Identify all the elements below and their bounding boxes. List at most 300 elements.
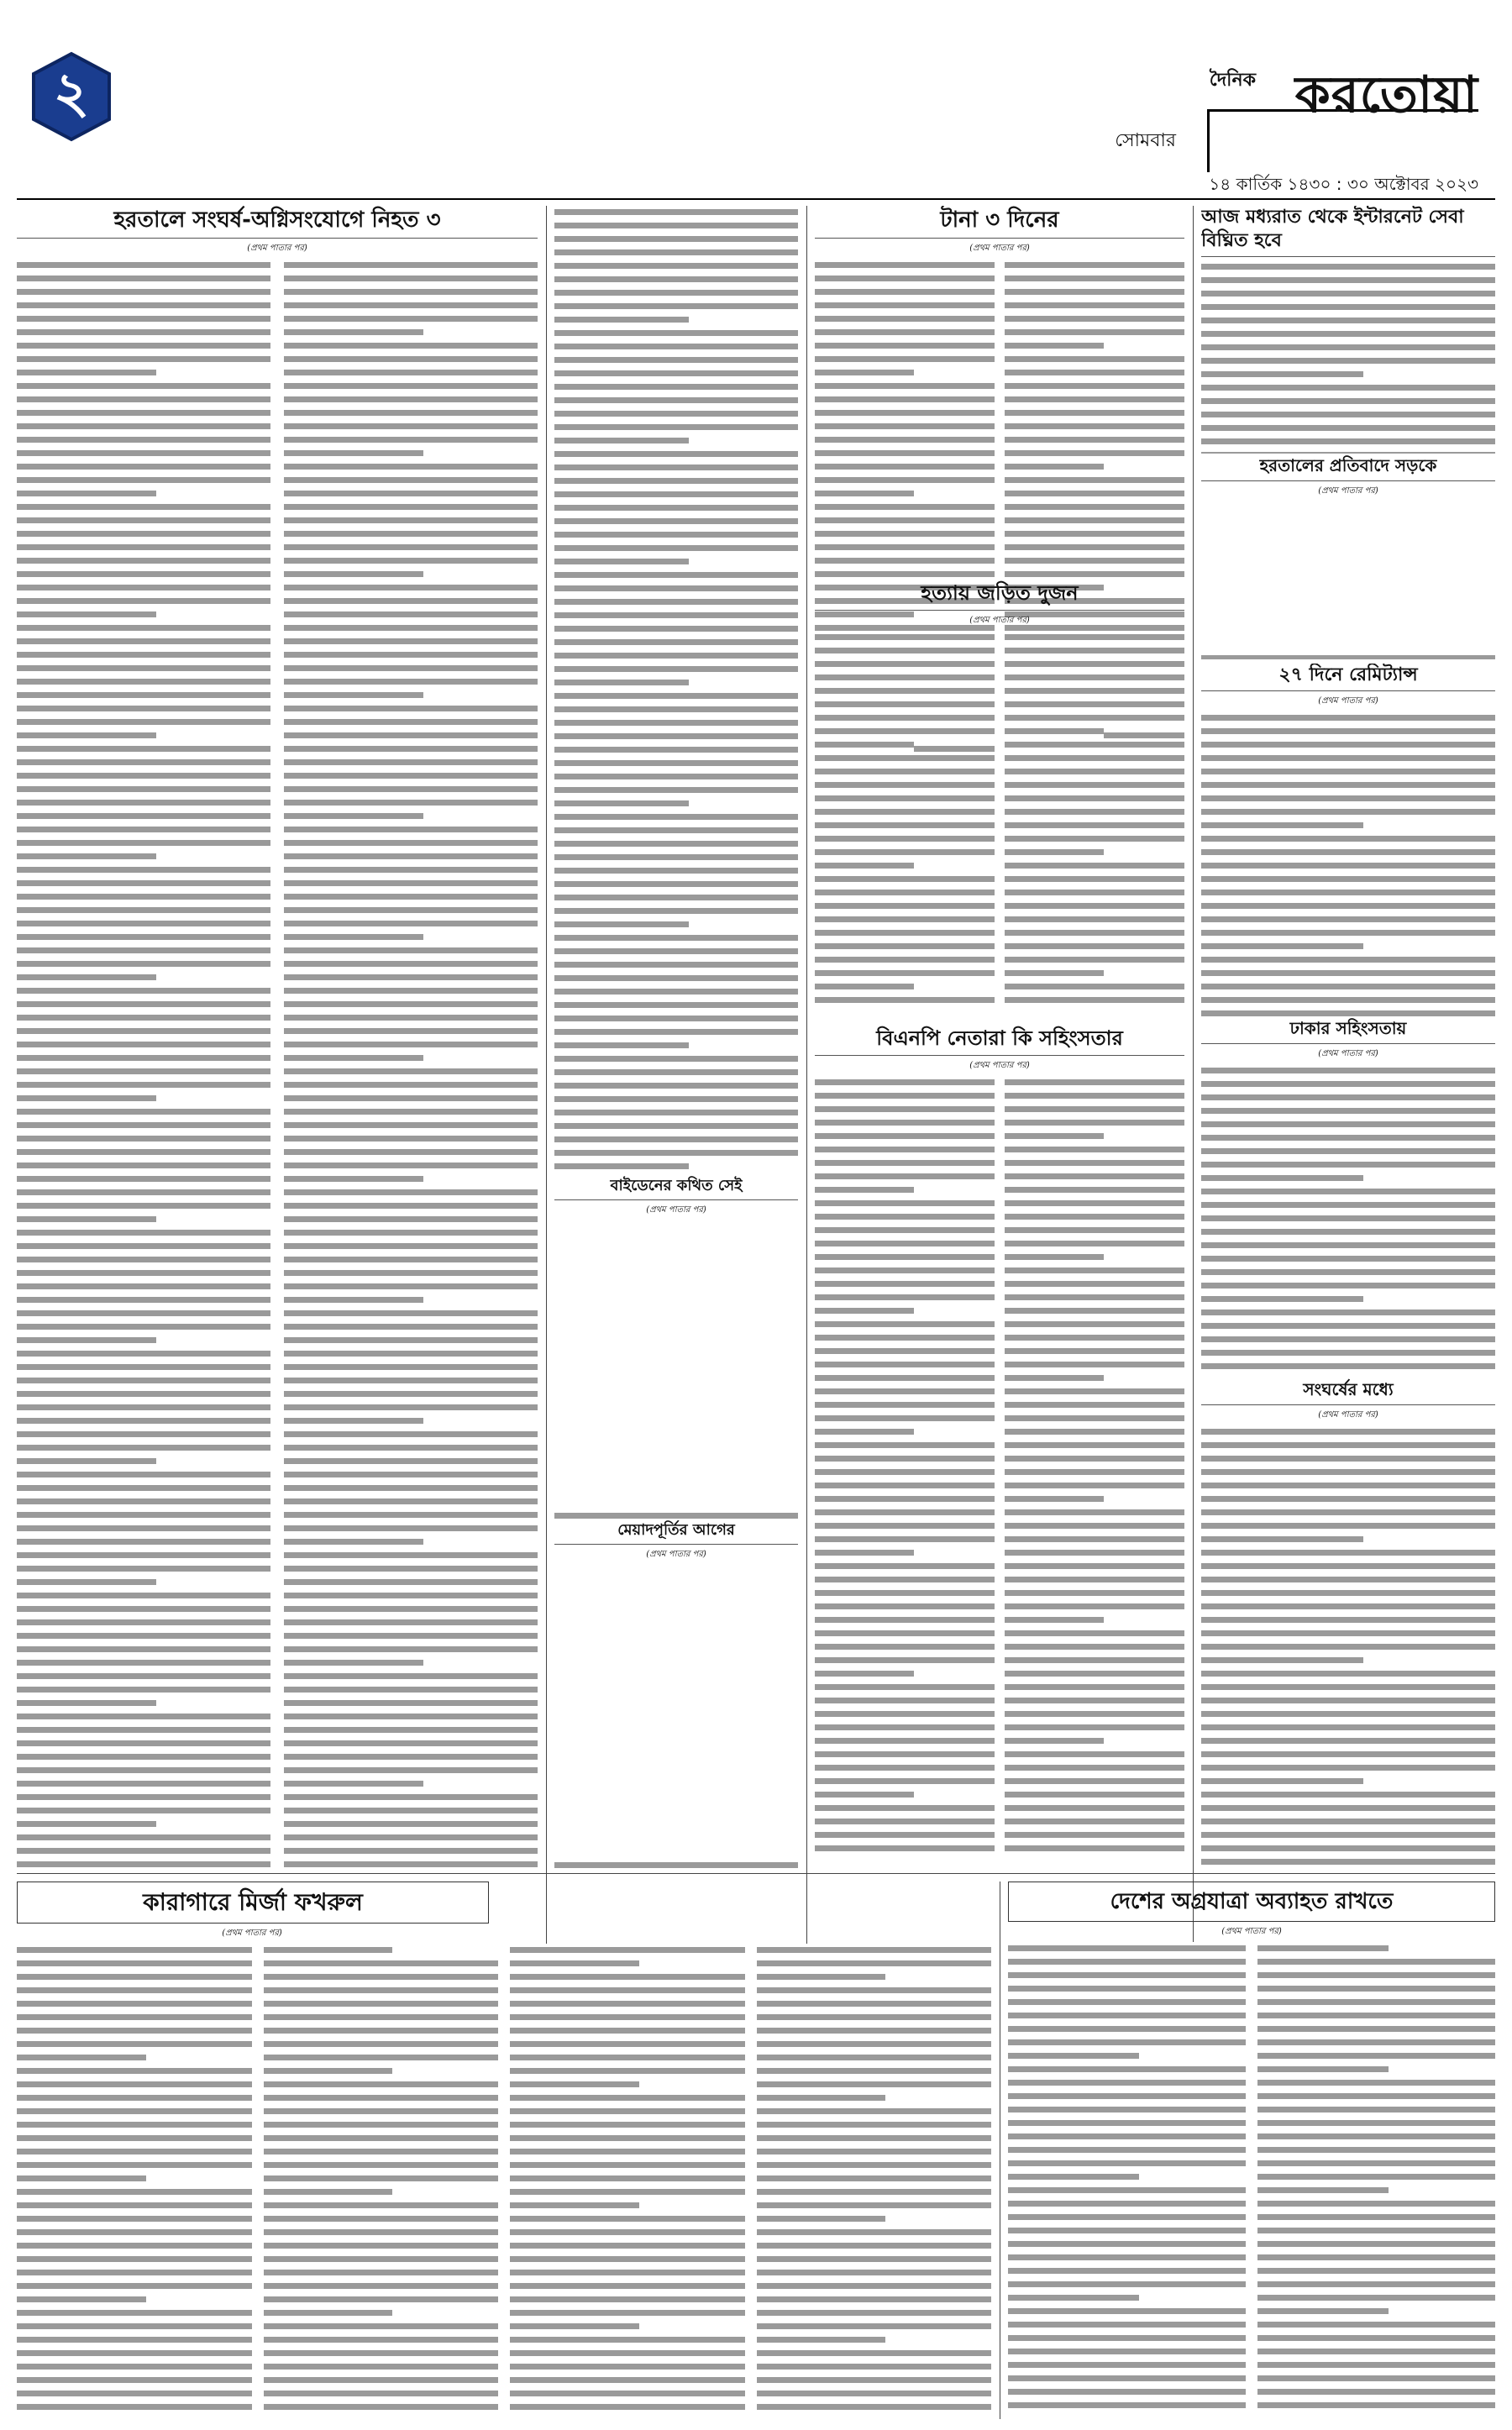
text-line xyxy=(17,917,270,931)
text-line xyxy=(264,2401,499,2414)
text-line xyxy=(815,1412,995,1425)
text-line xyxy=(1005,487,1184,501)
text-line xyxy=(284,1441,538,1455)
text-line xyxy=(1201,1667,1495,1681)
text-line xyxy=(1008,2332,1246,2345)
text-line xyxy=(17,2266,252,2280)
text-line xyxy=(264,2293,499,2307)
text-line xyxy=(757,2065,992,2078)
text-line xyxy=(1005,1264,1184,1278)
text-line xyxy=(815,1479,995,1493)
text-line xyxy=(815,859,914,873)
text-line xyxy=(264,1984,499,1997)
text-line xyxy=(554,233,798,246)
text-line xyxy=(17,1294,270,1307)
text-line xyxy=(1257,2157,1495,2170)
text-line xyxy=(1201,1802,1495,1815)
text-line xyxy=(264,2320,499,2333)
text-line xyxy=(1201,1158,1495,1172)
story-term-end xyxy=(554,1520,798,1856)
text-line xyxy=(815,1466,995,1479)
text-line xyxy=(1008,2278,1246,2291)
text-line xyxy=(17,1186,270,1199)
text-line xyxy=(554,448,798,461)
text-line xyxy=(17,1997,252,2011)
text-line xyxy=(815,447,995,460)
text-line xyxy=(554,918,689,932)
text-line xyxy=(554,811,798,824)
text-line xyxy=(554,878,798,891)
text-line xyxy=(1005,407,1184,420)
text-line xyxy=(757,2105,992,2118)
text-line xyxy=(17,1455,156,1468)
text-line xyxy=(17,2374,252,2387)
text-line xyxy=(1005,967,1104,980)
text-line xyxy=(17,460,270,474)
text-line xyxy=(815,1694,995,1708)
masthead xyxy=(0,0,1512,194)
text-line xyxy=(757,2333,886,2347)
text-line xyxy=(1005,1721,1184,1735)
text-line xyxy=(284,1079,538,1092)
text-line xyxy=(17,1791,270,1804)
text-line xyxy=(1201,1266,1495,1279)
text-line xyxy=(1201,1346,1495,1360)
text-line xyxy=(1008,1982,1246,1996)
text-line xyxy=(1201,1506,1495,1519)
text-line xyxy=(1005,1372,1104,1385)
text-line xyxy=(284,474,538,487)
text-line xyxy=(17,1750,270,1764)
text-line xyxy=(1257,2318,1495,2332)
story-continuation: (প্রথম পাতার পর) xyxy=(247,244,307,253)
page-number-badge xyxy=(25,50,118,143)
text-line xyxy=(815,1331,995,1345)
text-line xyxy=(284,1294,423,1307)
text-line xyxy=(757,2024,992,2038)
text-line xyxy=(554,1093,798,1106)
text-line xyxy=(815,940,995,953)
text-line xyxy=(284,1630,538,1643)
text-line xyxy=(554,407,798,421)
text-line xyxy=(815,658,995,671)
text-line xyxy=(284,1092,538,1105)
text-line xyxy=(264,2212,499,2226)
text-line xyxy=(1008,2130,1246,2144)
story-fakhrul-jail xyxy=(17,1882,991,2419)
text-line xyxy=(1257,2130,1495,2144)
story-headline: হত্যায় জড়িত দুজন xyxy=(815,580,1184,611)
text-line xyxy=(284,460,538,474)
text-line xyxy=(17,1334,156,1347)
text-line xyxy=(815,1157,995,1170)
text-line xyxy=(554,1026,798,1039)
text-line xyxy=(1005,631,1184,644)
text-line xyxy=(815,711,995,725)
text-line xyxy=(264,1997,499,2011)
text-line xyxy=(1005,685,1184,698)
text-line xyxy=(757,2320,992,2333)
text-line xyxy=(554,367,798,381)
text-line xyxy=(1201,1600,1495,1614)
story-continuation: (প্রথম পাতার পর) xyxy=(1318,1049,1378,1058)
text-line xyxy=(1201,1748,1495,1761)
text-line xyxy=(284,917,538,931)
text-line xyxy=(1201,1842,1495,1855)
text-line xyxy=(17,2239,252,2253)
text-line xyxy=(17,581,270,595)
text-line xyxy=(1201,1333,1495,1346)
text-line xyxy=(815,527,995,541)
text-line xyxy=(17,2145,252,2159)
text-line xyxy=(17,1589,270,1603)
text-line xyxy=(264,2038,499,2051)
text-line xyxy=(1201,1199,1495,1212)
text-line xyxy=(1201,354,1495,368)
text-line xyxy=(554,1859,798,1869)
text-line xyxy=(815,994,995,1007)
text-line xyxy=(510,2091,745,2105)
text-line xyxy=(17,1213,156,1226)
text-line xyxy=(264,2118,499,2132)
text-line xyxy=(284,595,538,608)
text-line xyxy=(554,837,798,851)
text-line xyxy=(1201,1775,1363,1788)
text-line xyxy=(510,2065,745,2078)
text-line xyxy=(1201,1212,1495,1225)
text-line xyxy=(284,1576,538,1589)
text-line xyxy=(264,2105,499,2118)
text-line xyxy=(284,1173,423,1186)
text-line xyxy=(1005,1076,1184,1089)
text-line xyxy=(284,1267,538,1280)
text-line xyxy=(1201,1320,1495,1333)
text-line xyxy=(554,958,798,972)
story-headline: বিএনপি নেতারা কি সহিংসতার xyxy=(815,1025,1184,1056)
text-line xyxy=(284,1428,538,1441)
text-line xyxy=(1005,259,1184,272)
text-line xyxy=(554,475,798,488)
text-line xyxy=(757,2132,992,2145)
text-line xyxy=(815,725,995,738)
text-line xyxy=(17,2333,252,2347)
story-continuation: (প্রথম পাতার পর) xyxy=(646,1205,706,1215)
text-line xyxy=(1005,527,1184,541)
text-line xyxy=(757,2172,992,2186)
text-line xyxy=(1201,859,1495,873)
text-line xyxy=(284,326,423,339)
text-line xyxy=(1005,366,1184,380)
text-line xyxy=(554,851,798,864)
text-line xyxy=(264,2145,499,2159)
text-line xyxy=(284,1643,538,1656)
text-line xyxy=(1005,1237,1184,1251)
text-line xyxy=(17,622,270,635)
text-line xyxy=(17,2051,146,2065)
text-line xyxy=(284,272,538,286)
text-line xyxy=(17,353,270,366)
text-line xyxy=(17,1361,270,1374)
story-continuation: (প্রথম পাতার পর) xyxy=(969,244,1030,253)
text-line xyxy=(815,1197,995,1210)
text-line xyxy=(1005,994,1184,1007)
text-line xyxy=(17,689,270,702)
story-dhaka-violence xyxy=(1201,1016,1495,1369)
text-line xyxy=(1257,1996,1495,2009)
text-line xyxy=(1201,260,1495,274)
text-line xyxy=(284,743,538,756)
text-line xyxy=(17,1957,252,1971)
text-line xyxy=(1201,711,1495,725)
text-line xyxy=(1005,1546,1184,1560)
text-line xyxy=(17,1320,270,1334)
text-line xyxy=(284,1535,423,1549)
text-line xyxy=(284,1522,538,1535)
text-line xyxy=(1201,1360,1495,1369)
text-line xyxy=(284,1724,538,1737)
text-line xyxy=(284,823,538,837)
text-line xyxy=(1005,873,1184,886)
text-line xyxy=(815,738,914,752)
text-line xyxy=(1257,2036,1495,2049)
text-line xyxy=(1005,765,1184,779)
text-line xyxy=(510,2145,745,2159)
text-line xyxy=(815,353,995,366)
text-line xyxy=(17,1616,270,1630)
text-line xyxy=(510,2333,745,2347)
text-line xyxy=(17,1670,270,1683)
text-line xyxy=(815,806,995,819)
text-line xyxy=(554,985,798,999)
text-line xyxy=(284,1468,538,1482)
text-line xyxy=(17,1818,156,1831)
text-line xyxy=(17,998,270,1011)
text-line xyxy=(1005,1318,1184,1331)
text-line xyxy=(284,487,538,501)
text-line xyxy=(815,407,995,420)
text-line xyxy=(17,1105,270,1119)
text-line xyxy=(284,1347,538,1361)
text-line xyxy=(510,2024,745,2038)
text-line xyxy=(284,648,538,662)
text-line xyxy=(554,461,798,475)
story-body xyxy=(17,259,538,1869)
text-line xyxy=(17,1562,270,1576)
text-line xyxy=(510,1971,745,1984)
text-line xyxy=(284,568,423,581)
text-line xyxy=(17,1535,270,1549)
text-line xyxy=(1005,1573,1184,1587)
text-line xyxy=(1257,2009,1495,2023)
text-line xyxy=(1005,1802,1184,1815)
text-line xyxy=(284,702,538,716)
text-line xyxy=(815,286,995,299)
text-line xyxy=(284,1764,538,1777)
text-line xyxy=(1201,980,1495,994)
text-line xyxy=(1201,1560,1495,1573)
text-line xyxy=(17,433,270,447)
text-line xyxy=(17,1280,270,1294)
story-continuation: (প্রথম পাতার পর) xyxy=(1221,1927,1282,1936)
text-line xyxy=(554,1120,798,1133)
text-line xyxy=(264,2199,499,2212)
text-line xyxy=(757,2078,992,2091)
text-line xyxy=(815,1103,995,1116)
text-line xyxy=(1008,2157,1246,2170)
text-line xyxy=(757,2280,992,2293)
text-line xyxy=(264,2172,499,2186)
text-line xyxy=(1201,1721,1495,1735)
text-line xyxy=(1005,1210,1184,1224)
text-line xyxy=(264,2333,499,2347)
text-line xyxy=(1257,2076,1495,2090)
text-line xyxy=(17,2011,252,2024)
text-line xyxy=(757,2226,992,2239)
text-line xyxy=(554,1133,798,1147)
text-line xyxy=(815,1721,995,1735)
text-line xyxy=(510,2320,639,2333)
text-line xyxy=(1008,1996,1246,2009)
text-line xyxy=(815,1170,995,1184)
text-line xyxy=(510,2051,745,2065)
text-line xyxy=(1008,2318,1246,2332)
text-line xyxy=(1005,1452,1184,1466)
text-line xyxy=(815,1210,995,1224)
text-line xyxy=(1257,2197,1495,2211)
text-line xyxy=(757,2293,992,2307)
text-line xyxy=(1005,1331,1184,1345)
text-line xyxy=(1201,1681,1495,1694)
text-line xyxy=(17,796,270,810)
text-line xyxy=(1005,1197,1184,1210)
story-hartal-clash xyxy=(17,206,538,1869)
text-line xyxy=(17,2253,252,2266)
text-line xyxy=(1005,420,1184,433)
text-line xyxy=(510,2159,745,2172)
text-line xyxy=(264,2347,499,2360)
text-line xyxy=(1201,846,1495,859)
text-line xyxy=(1005,779,1184,792)
text-line xyxy=(815,1829,995,1842)
text-line xyxy=(17,823,270,837)
text-line xyxy=(554,905,798,918)
text-line xyxy=(17,1710,270,1724)
text-line xyxy=(1005,1506,1184,1519)
text-line xyxy=(757,2091,886,2105)
text-line xyxy=(17,272,270,286)
text-line xyxy=(554,1079,798,1093)
text-line xyxy=(1201,913,1495,926)
text-line xyxy=(1005,272,1184,286)
text-line xyxy=(264,2159,499,2172)
text-line xyxy=(17,1401,270,1414)
text-line xyxy=(1005,1829,1184,1842)
story-body xyxy=(815,631,1184,1016)
text-line xyxy=(757,2199,992,2212)
text-line xyxy=(1005,1842,1184,1855)
text-line xyxy=(1201,1735,1495,1748)
text-line xyxy=(1201,368,1363,381)
text-line xyxy=(1201,1519,1495,1533)
text-line xyxy=(284,1562,538,1576)
text-line xyxy=(1201,806,1495,819)
text-line xyxy=(1201,1708,1495,1721)
text-line xyxy=(1008,2076,1246,2090)
text-line xyxy=(264,2186,393,2199)
text-line xyxy=(815,1291,995,1304)
text-line xyxy=(17,393,270,407)
text-line xyxy=(815,1439,995,1452)
logo-small-text: দৈনিক xyxy=(1209,70,1256,91)
story-hatya xyxy=(815,580,1184,1016)
text-line xyxy=(554,381,798,394)
text-line xyxy=(815,1735,995,1748)
text-line xyxy=(1005,1775,1184,1788)
text-line xyxy=(1201,1105,1495,1118)
text-line xyxy=(1005,1143,1184,1157)
text-line xyxy=(17,1858,270,1869)
text-line xyxy=(284,1213,538,1226)
story-headline: কারাগারে মির্জা ফখরুল xyxy=(17,1882,489,1924)
story-headline: হরতালে সংঘর্ষ-অগ্নিসংযোগে নিহত ৩ xyxy=(17,206,538,239)
text-line xyxy=(1005,900,1184,913)
text-line xyxy=(815,1802,995,1815)
text-line xyxy=(554,488,798,501)
text-line xyxy=(757,2374,992,2387)
text-line xyxy=(510,2199,639,2212)
text-line xyxy=(284,689,423,702)
text-line xyxy=(284,1374,538,1388)
text-line xyxy=(1008,2036,1246,2049)
text-line xyxy=(284,863,538,877)
text-line xyxy=(1201,1425,1495,1439)
text-line xyxy=(815,1304,914,1318)
text-line xyxy=(1201,1761,1495,1775)
story-headline: মেয়াদপূর্তির আগের xyxy=(554,1520,798,1545)
text-line xyxy=(17,2132,252,2145)
text-line xyxy=(1257,2063,1389,2076)
text-line xyxy=(1201,1855,1495,1865)
story-body xyxy=(1201,1425,1495,1862)
text-line xyxy=(554,999,798,1012)
text-line xyxy=(17,958,270,971)
text-line xyxy=(1201,926,1495,940)
text-line xyxy=(17,487,156,501)
text-line xyxy=(284,675,538,689)
text-line xyxy=(1005,474,1184,487)
text-line xyxy=(17,675,270,689)
text-line xyxy=(17,259,270,272)
text-line xyxy=(264,1971,499,1984)
text-line xyxy=(17,2360,252,2374)
section-rule xyxy=(17,1873,1495,1874)
text-line xyxy=(17,2038,252,2051)
text-line xyxy=(284,420,538,433)
text-line xyxy=(554,394,798,407)
text-line xyxy=(17,2280,252,2293)
text-line xyxy=(17,904,270,917)
text-line xyxy=(17,944,270,958)
text-line xyxy=(17,326,270,339)
text-line xyxy=(1008,2049,1139,2063)
text-line xyxy=(1008,2224,1246,2238)
text-line xyxy=(815,1184,914,1197)
text-line xyxy=(17,1199,270,1213)
text-line xyxy=(17,339,270,353)
text-line xyxy=(815,671,995,685)
text-line xyxy=(554,1147,798,1160)
text-line xyxy=(17,2212,252,2226)
